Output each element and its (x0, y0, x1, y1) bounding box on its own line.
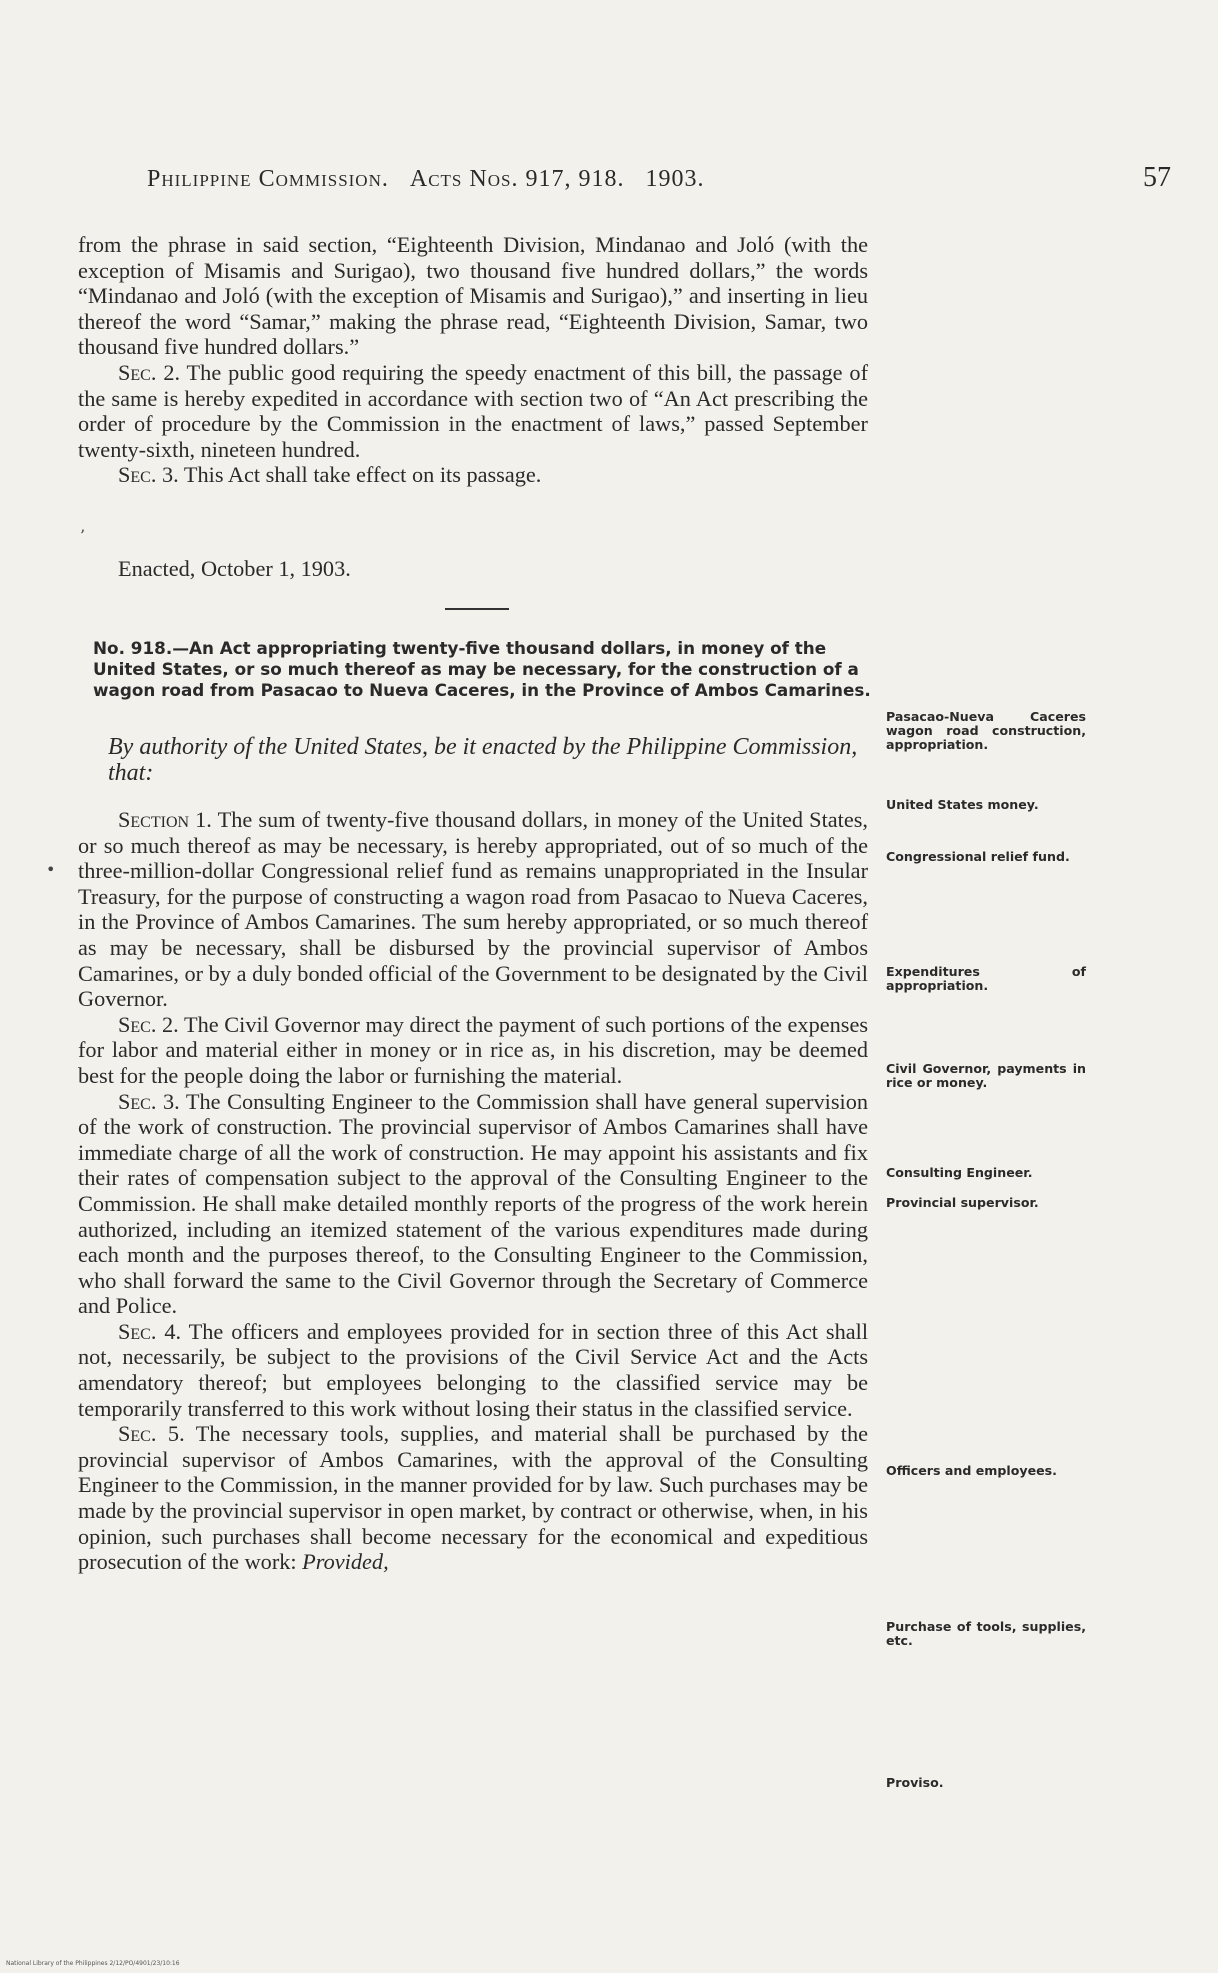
sec-2-text: The public good requiring the speedy enactment of this bill, the passage of the same is hereby expedited in accordance with section two of “An Act prescribing the order of procedure by the Commission in the enactment of laws,” passed September twenty-sixth, nineteen hundred. (78, 359, 869, 462)
act-918-section-2 (78, 1012, 868, 1089)
margin-tick-mark: ’ (80, 526, 86, 545)
header-year: 1903. (645, 166, 705, 192)
proviso-italic: Provided, (302, 1549, 389, 1575)
sidenote-purchase: Purchase of tools, supplies, etc. (886, 1619, 1086, 1648)
running-title: Philippine Commission. (147, 166, 389, 192)
sec-2-label: Sec. 2. (118, 359, 181, 385)
sidenote-us-money: United States money. (886, 797, 1039, 812)
act-918-section-3 (78, 1089, 868, 1319)
section-3-label: Sec. 3. (118, 1088, 180, 1114)
enacting-clause: By authority of the United States, be it enacted by the Philippine Commission, that: (108, 734, 858, 786)
sec-3-label: Sec. 3. (118, 462, 179, 488)
act-918-title: No. 918.—An Act appropriating twenty-five thousand dollars, in money of the United States, or so much thereof as may be necessary, for the construction of a wagon road from Pasacao to Nueva Caceres, in the Province of Ambos Camarines. (93, 638, 871, 700)
acts-numbers: Acts Nos. 917, 918. (409, 166, 625, 192)
act-918-section-4 (78, 1319, 868, 1421)
sidenote-expenditures: Expenditures of appropriation. (886, 964, 1086, 993)
act-918-body (78, 807, 868, 1575)
enacted-date: Enacted, October 1, 1903. (118, 556, 351, 581)
continuation-paragraph: from the phrase in said section, “Eighteenth Division, Mindanao and Joló (with the exception of Misamis and Surigao), two thousand five hundred dollars,” the words “Mindanao and Joló (with the exception of Misamis and Surigao),” and inserting in lieu thereof the word “Samar,” making the phrase read, “Eighteenth Division, Samar, two thousand five hundred dollars.” (78, 232, 868, 360)
act-917-continuation (78, 232, 868, 488)
page-number: 57 (1143, 162, 1171, 193)
section-1-label: Section 1. (118, 807, 212, 832)
section-5-label: Sec. 5. (118, 1421, 185, 1447)
sec-3-text: This Act shall take effect on its passage. (183, 462, 542, 488)
sidenote-relief-fund: Congressional relief fund. (886, 849, 1070, 864)
sidenote-civil-governor: Civil Governor, payments in rice or money. (886, 1061, 1086, 1090)
section-4-label: Sec. 4. (118, 1318, 182, 1344)
section-2-text: The Civil Governor may direct the payment of such portions of the expenses for labor and material either in money or in rice as, in his discretion, may be deemed best for the people doing the labor or furnishing the material. (78, 1011, 869, 1088)
act-917-sec-3 (78, 462, 868, 488)
act-918-section-5 (78, 1421, 868, 1575)
act-917-sec-2 (78, 360, 868, 462)
section-5-text: The necessary tools, supplies, and material shall be purchased by the provincial supervisor of Ambos Camarines, with the approval of the Consulting Engineer to the Commission, in the manner provided for by law. Such purchases may be made by the provincial supervisor in open market, by contract or otherwise, when, in his opinion, such purchases shall become necessary for the economical and expeditious prosecution of the work: (78, 1421, 869, 1575)
sidenote-wagon-road: Pasacao-Nueva Caceres wagon road construction, appropriation. (886, 709, 1086, 752)
running-head (147, 166, 847, 193)
margin-dot-mark: • (46, 860, 56, 879)
section-3-text: The Consulting Engineer to the Commission shall have general supervision of the work of construction. The provincial supervisor of Ambos Camarines shall have immediate charge of all the work of construction. He may appoint his assistants and fix their rates of compensation subject to the approval of the Consulting Engineer to the Commission. He shall make detailed monthly reports of the progress of the work herein authorized, including an itemized statement of the various expenditures made during each month and the purposes thereof, to the Consulting Engineer to the Commission, who shall forward the same to the Civil Governor through the Secretary of Commerce and Police. (78, 1088, 868, 1319)
section-1-text: The sum of twenty-five thousand dollars, in money of the United States, or so much thereof as may be necessary, is hereby appropriated, out of so much of the three-million-dollar Congressional relief fund as remains unappropriated in the Insular Treasury, for the purpose of constructing a wagon road from Pasacao to Nueva Caceres, in the Province of Ambos Camarines. The sum hereby appropriated, or so much thereof as may be necessary, shall be disbursed by the provincial supervisor of Ambos Camarines, or by a duly bonded official of the Government to be designated by the Civil Governor. (78, 807, 868, 1012)
sidenote-provincial-supervisor: Provincial supervisor. (886, 1195, 1039, 1210)
sidenote-officers: Officers and employees. (886, 1463, 1057, 1478)
section-divider (445, 608, 509, 610)
act-918-section-1 (78, 807, 868, 1012)
section-2-label: Sec. 2. (118, 1011, 179, 1037)
sidenote-proviso: Proviso. (886, 1775, 944, 1790)
sidenote-consulting-engineer: Consulting Engineer. (886, 1165, 1033, 1180)
scan-credit: National Library of the Philippines 2/12/PO/4901/23/10:16 (6, 1960, 180, 1967)
section-4-text: The officers and employees provided for in section three of this Act shall not, necessarily, be subject to the provisions of the Civil Service Act and the Acts amendatory thereof; but employees belonging to the classified service may be temporarily transferred to this work without losing their status in the classified service. (78, 1318, 869, 1421)
